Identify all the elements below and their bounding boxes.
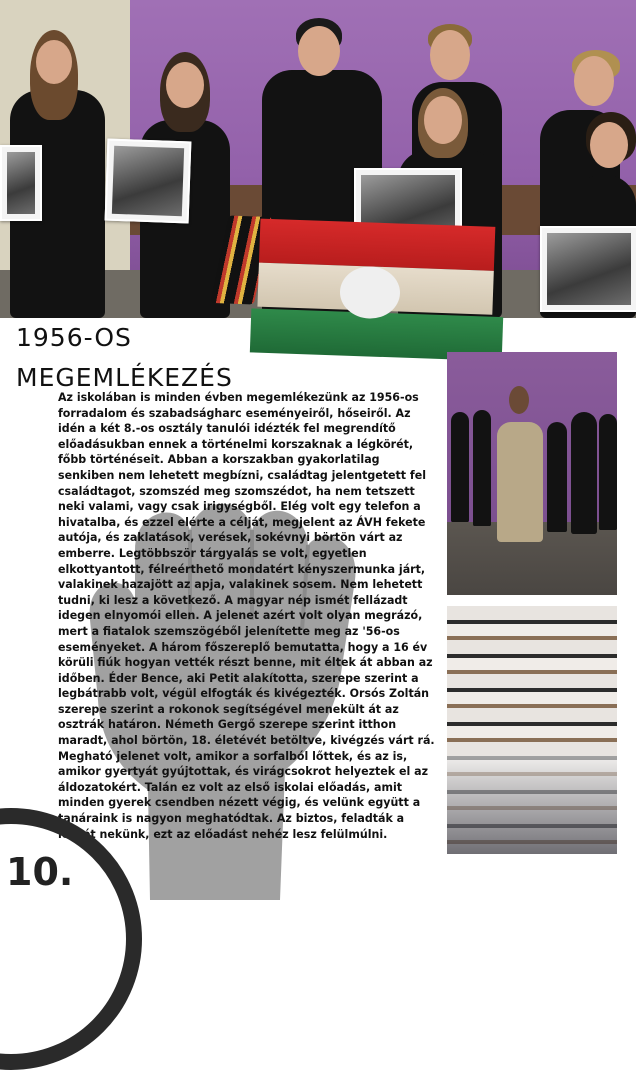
- page-number: 10.: [6, 850, 74, 894]
- performer-figure: [571, 412, 597, 534]
- page-title: [16, 318, 316, 398]
- historical-photo: [0, 145, 42, 221]
- performer-coat: [497, 422, 543, 542]
- student-head: [36, 40, 72, 84]
- performer-figure: [451, 412, 469, 522]
- student-head: [574, 56, 614, 106]
- performer-head: [509, 386, 529, 414]
- student-head: [590, 122, 628, 168]
- performer-figure: [473, 410, 491, 526]
- student-head: [298, 26, 340, 76]
- performer-figure: [547, 422, 567, 532]
- historical-photo: [540, 226, 636, 312]
- article-body: Az iskolában is minden évben megemlékezünk az 1956-os forradalom és szabadságharc eseményeiről, hőseiről. Az idén a két 8.-os osztály tanulói idézték fel megrendítő előadásukban ennek a történelmi korszaknak a légkörét, főbb történéseit. Abban a korszakban gyakorlatilag senkiben nem lehetett megbízni, családtag jelentgetett fel családtagot, szomszéd meg szomszédot, ha nem tetszett neki valami, vagy csak irigységből. Elég volt egy telefon a hivatalba, és ezzel elérte a célját, megjelent az ÁVH fekete autója, és zaklatások, verések, sokévnyi börtön várt az emberre. Legtöbbször tárgyalás se volt, egyetlen elkottyantott, félreérthető mondatért kényszermunka járt, valakinek hazajött az apja, valakinek sosem. Nem lehetett tudni, ki lesz a következő. A magyar nép ismét fellázadt idegen elnyomói ellen. A jelenet azért volt olyan megrázó, mert a fiatalok szemszögéből jelenítette meg az '56-os eseményeket. A három főszereplő bemutatta, hogy a 16 év körüli fiúk hogyan vették részt benne, mit éltek át abban az időben. Éder Bence, aki Petit alakította, szerepe szerint a legbátrabb volt, végül elfogták és kivégezték. Orsós Zoltán szerepe szerint a rokonok segítségével menekült át az osztrák határon. Németh Gergő szerepe szerint itthon maradt, ahol börtön, 18. életévét betöltve, kivégzés várt rá. Megható jelenet volt, amikor a sorfalból lőttek, és az is, amikor gyertyát gyújtottak, és virágcsokrot helyeztek el az áldozatokért. Talán ez volt az első iskolai előadás, amit minden gyerek csendben nézett végig, és velünk együtt a tanáraink is nagyon meghatódtak. Az biztos, feladták a leckét nekünk, ezt az előadást nehéz lesz felülmúlni.: [58, 391, 435, 841]
- audience-children-photo: [447, 606, 617, 854]
- title-line-1: 1956-OS: [16, 323, 132, 352]
- title-line-2: MEGEMLÉKEZÉS: [16, 363, 233, 392]
- student-head: [166, 62, 204, 108]
- historical-photo: [105, 139, 192, 224]
- front-row: [447, 756, 617, 854]
- performer-figure: [599, 414, 617, 530]
- student-head: [430, 30, 470, 80]
- student-head: [424, 96, 462, 144]
- stage-performance-photo: [447, 352, 617, 595]
